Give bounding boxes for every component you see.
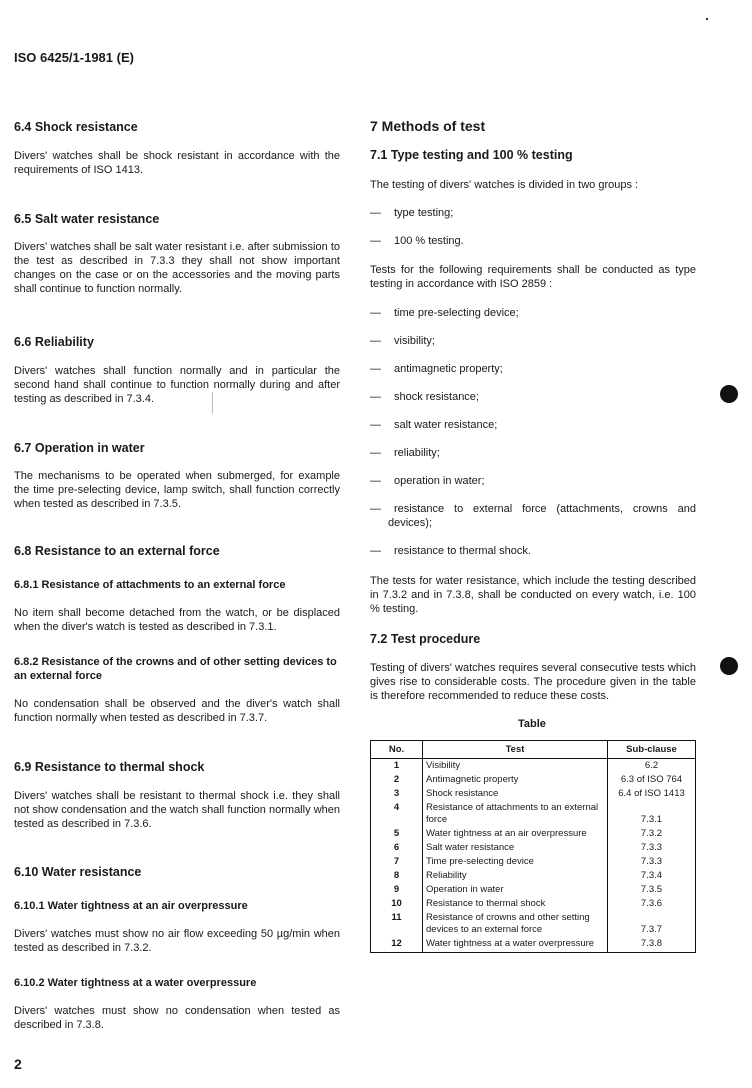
list-item-text: reliability; (394, 447, 440, 459)
cell-sub-clause: 7.3.3 (608, 855, 696, 869)
cell-no: 4 (371, 801, 423, 827)
section-6-4-title: 6.4 Shock resistance (14, 120, 138, 134)
column-header-no: No. (371, 741, 423, 759)
section-7-title: 7 Methods of test (370, 118, 486, 134)
section-6-8-1-title: 6.8.1 Resistance of attachments to an external force (14, 579, 286, 591)
section-6-10-1-title: 6.10.1 Water tightness at an air overpressure (14, 900, 248, 912)
list-item-text: antimagnetic property; (394, 363, 503, 375)
section-6-7-title: 6.7 Operation in water (14, 441, 145, 455)
dash: — (370, 503, 381, 515)
list-item-text: time pre-selecting device; (394, 307, 519, 319)
list-item-text: salt water resistance; (394, 419, 498, 431)
cell-sub-clause: 7.3.7 (608, 911, 696, 937)
cell-sub-clause: 7.3.3 (608, 841, 696, 855)
cell-test: Antimagnetic property (423, 773, 608, 787)
section-7-1-title: 7.1 Type testing and 100 % testing (370, 148, 573, 162)
table-row (371, 801, 696, 827)
section-6-5-title: 6.5 Salt water resistance (14, 212, 160, 226)
list-item (370, 390, 479, 404)
cell-test: Resistance of crowns and other setting devices to an external force (423, 911, 608, 937)
section-6-10-title: 6.10 Water resistance (14, 865, 142, 879)
section-6-8-title: 6.8 Resistance to an external force (14, 544, 220, 558)
table-row (371, 773, 696, 787)
cell-test: Operation in water (423, 883, 608, 897)
table-row (371, 937, 696, 953)
list-item (370, 474, 485, 488)
table-row (371, 855, 696, 869)
list-item (370, 334, 435, 348)
cell-test: Shock resistance (423, 787, 608, 801)
section-6-8-1-body: No item shall become detached from the watch, or be displaced when the diver's watch is tested as described in 7.3.1. (14, 607, 340, 633)
cell-test: Time pre-selecting device (423, 855, 608, 869)
cell-no: 7 (371, 855, 423, 869)
cell-no: 8 (371, 869, 423, 883)
dash: — (370, 475, 381, 487)
table-header-row (371, 741, 696, 759)
section-6-9-body: Divers' watches shall be resistant to thermal shock i.e. they shall not show condensation and the watch shall function normally when tested as described in 7.3.6. (14, 790, 340, 830)
section-7-2-body: Testing of divers' watches requires several consecutive tests which gives rise to considerable costs. The procedure given in the table is therefore recommended to reduce these costs. (370, 662, 696, 702)
punch-hole-mark (720, 657, 738, 675)
cell-test: Water tightness at an air overpressure (423, 827, 608, 841)
cell-no: 6 (371, 841, 423, 855)
table-row (371, 787, 696, 801)
section-6-6-body: Divers' watches shall function normally and in particular the second hand shall continue to function normally during and after testing as described in 7.3.4. (14, 365, 340, 405)
cell-no: 10 (371, 897, 423, 911)
column-header-sub-clause: Sub-clause (608, 741, 696, 759)
cell-no: 12 (371, 937, 423, 953)
list-item-text: resistance to thermal shock. (394, 545, 531, 557)
table-row (371, 911, 696, 937)
cell-sub-clause: 7.3.5 (608, 883, 696, 897)
scan-mark (212, 392, 213, 414)
section-6-7-body: The mechanisms to be operated when submerged, for example the time pre-selecting device, lamp switch, shall function correctly when tested as described in 7.3.5. (14, 470, 340, 510)
table-row (371, 841, 696, 855)
section-6-4-body: Divers' watches shall be shock resistant in accordance with the requirements of ISO 1413. (14, 150, 340, 176)
section-6-8-2-title: 6.8.2 Resistance of the crowns and of other setting devices to an external force (14, 656, 337, 682)
table-row (371, 897, 696, 911)
section-7-1-intro: The testing of divers' watches is divided in two groups : (370, 179, 639, 191)
cell-no: 9 (371, 883, 423, 897)
section-6-10-1-body: Divers' watches must show no air flow exceeding 50 µg/min when tested as described in 7.3.2. (14, 928, 340, 954)
section-6-10-2-title: 6.10.2 Water tightness at a water overpressure (14, 977, 257, 989)
punch-hole-mark (720, 385, 738, 403)
list-item (370, 502, 696, 530)
list-item-text: resistance to external force (attachments, crowns and devices); (388, 503, 696, 529)
list-item (370, 306, 519, 320)
list-item-text: 100 % testing. (394, 235, 464, 247)
list-item (370, 446, 440, 460)
dash: — (370, 307, 381, 319)
dash: — (370, 545, 381, 557)
cell-no: 5 (371, 827, 423, 841)
cell-no: 3 (371, 787, 423, 801)
cell-test: Resistance to thermal shock (423, 897, 608, 911)
section-6-5-body: Divers' watches shall be salt water resistant i.e. after submission to the test as described in 7.3.3 they shall not show important changes on the case or on the accessories and the moving parts shall continue to function normally. (14, 241, 340, 295)
section-7-1-requirements: Tests for the following requirements shall be conducted as type testing in accordance with ISO 2859 : (370, 264, 696, 290)
dash: — (370, 419, 381, 431)
cell-sub-clause: 6.4 of ISO 1413 (608, 787, 696, 801)
column-header-test: Test (423, 741, 608, 759)
dash: — (370, 391, 381, 403)
cell-sub-clause: 7.3.8 (608, 937, 696, 953)
table-row (371, 883, 696, 897)
list-item-text: type testing; (394, 207, 454, 219)
dash: — (370, 363, 381, 375)
dash: — (370, 335, 381, 347)
cell-test: Resistance of attachments to an external force (423, 801, 608, 827)
dash: — (370, 235, 381, 247)
cell-sub-clause: 7.3.1 (608, 801, 696, 827)
cell-test: Reliability (423, 869, 608, 883)
document-header: ISO 6425/1-1981 (E) (14, 50, 134, 65)
section-7-2-title: 7.2 Test procedure (370, 632, 481, 646)
list-item (370, 544, 531, 558)
list-item-text: shock resistance; (394, 391, 479, 403)
cell-no: 11 (371, 911, 423, 937)
cell-test: Visibility (423, 759, 608, 774)
list-item (370, 418, 497, 432)
cell-sub-clause: 7.3.6 (608, 897, 696, 911)
section-7-1-water-tests: The tests for water resistance, which include the testing described in 7.3.2 and in 7.3.8, shall be conducted on every watch, i.e. 100 % testing. (370, 575, 696, 615)
cell-sub-clause: 6.3 of ISO 764 (608, 773, 696, 787)
list-item (370, 362, 503, 376)
list-item (370, 206, 453, 220)
list-item-text: operation in water; (394, 475, 485, 487)
section-6-8-2-body: No condensation shall be observed and the diver's watch shall function normally when tested as described in 7.3.7. (14, 698, 340, 724)
cell-test: Salt water resistance (423, 841, 608, 855)
section-6-10-2-body: Divers' watches must show no condensation when tested as described in 7.3.8. (14, 1005, 340, 1031)
cell-sub-clause: 7.3.4 (608, 869, 696, 883)
cell-no: 2 (371, 773, 423, 787)
table-row (371, 827, 696, 841)
cell-sub-clause: 7.3.2 (608, 827, 696, 841)
scan-speck (706, 18, 708, 20)
dash: — (370, 447, 381, 459)
list-item-text: visibility; (394, 335, 435, 347)
list-item (370, 234, 464, 248)
table-row (371, 759, 696, 774)
page-number: 2 (14, 1056, 22, 1072)
table-row (371, 869, 696, 883)
section-6-9-title: 6.9 Resistance to thermal shock (14, 760, 205, 774)
table-title: Table (518, 718, 546, 730)
cell-test: Water tightness at a water overpressure (423, 937, 608, 953)
dash: — (370, 207, 381, 219)
section-6-6-title: 6.6 Reliability (14, 335, 94, 349)
cell-no: 1 (371, 759, 423, 774)
test-procedure-table (370, 740, 696, 953)
cell-sub-clause: 6.2 (608, 759, 696, 774)
